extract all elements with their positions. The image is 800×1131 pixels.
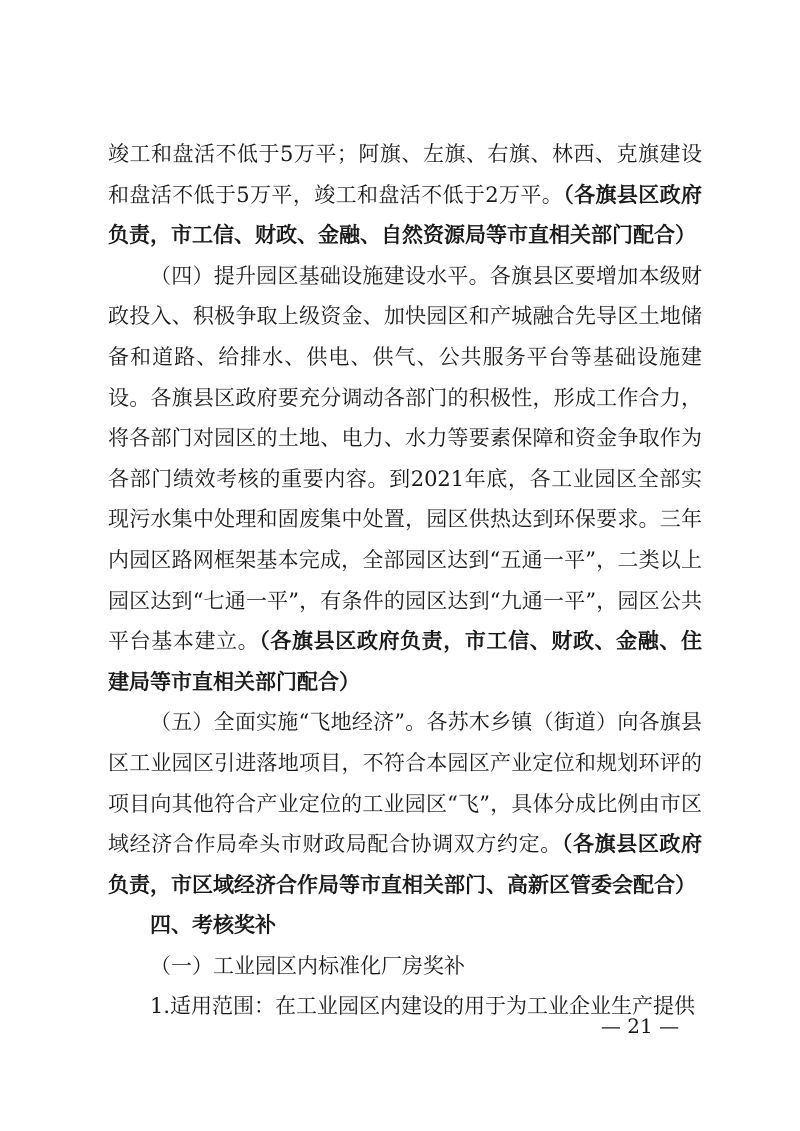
paragraph-2-responsibility: （各旗县区政府负责，市工信、财政、金融、住建局等市直相关部门配合） [108, 629, 703, 694]
paragraph-1-responsibility: （各旗县区政府负责，市工信、财政、金融、自然资源局等市直相关部门配合） [108, 182, 702, 248]
paragraph-3 [108, 702, 702, 905]
paragraph-3-text: （五）全面实施“飞地经济”。各苏木乡镇（街道）向各旗县区工业园区引进落地项目，不符合本园区产业定位和规划环评的项目向其他符合产业定位的工业园区“飞”，具体分成比例由市区域经济合作局牵头市财政局配合协调双方约定。 [108, 710, 702, 857]
paragraph-1 [108, 134, 702, 256]
paragraph-1-text: 竣工和盘活不低于5万平；阿旗、左旗、右旗、林西、克旗建设和盘活不低于5万平，竣工和盘活不低于2万平。 [108, 142, 702, 207]
subsection-heading-1: （一）工业园区内标准化厂房奖补 [150, 953, 465, 978]
body-text [108, 134, 702, 1027]
section-heading-4: 四、考核奖补 [150, 913, 276, 938]
paragraph-2-text: （四）提升园区基础设施建设水平。各旗县区要增加本级财政投入、积极争取上级资金、加快园区和产城融合先导区土地储备和道路、给排水、供电、供气、公共服务平台等基础设施建设。各旗县区政府要充分调动各部门的积极性，形成工作合力，将各部门对园区的土地、电力、水力等要素保障和资金争取作为各部门绩效考核的重要内容。到2021年底，各工业园区全部实现污水集中处理和固废集中处置，园区供热达到环保要求。三年内园区路网框架基本完成，全部园区达到“五通一平”，二类以上园区达到“七通一平”，有条件的园区达到“九通一平”，园区公共平台基本建立。 [108, 263, 702, 654]
page-number: — 21 — [600, 1014, 680, 1038]
paragraph-3-responsibility: （各旗县区政府负责，市区域经济合作局等市直相关部门、高新区管委会配合） [108, 832, 703, 897]
paragraph-2 [108, 256, 702, 703]
paragraph-4: 1.适用范围：在工业园区内建设的用于为工业企业生产提供 [150, 994, 696, 1019]
